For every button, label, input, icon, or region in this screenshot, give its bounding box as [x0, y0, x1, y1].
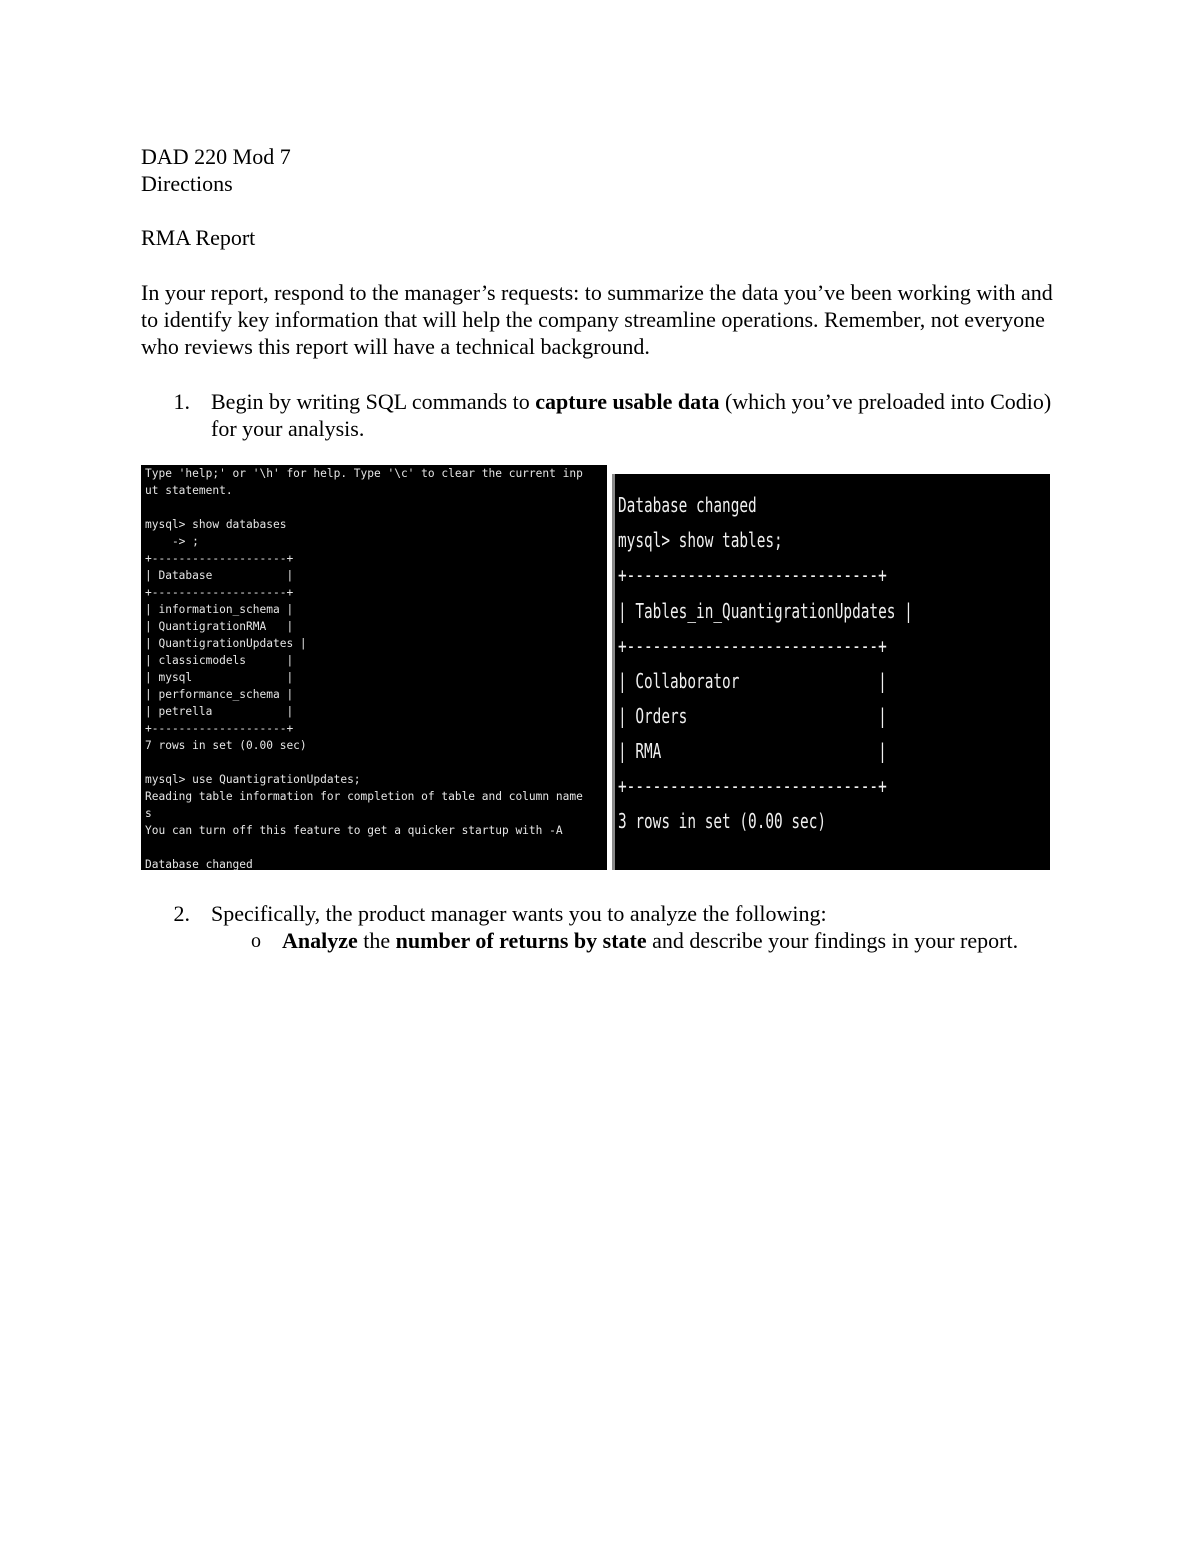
terminal-right-line: Database changed: [618, 493, 757, 517]
terminal-left-line: 7 rows in set (0.00 sec): [145, 739, 307, 752]
terminal-left-line: | Database |: [145, 569, 294, 582]
terminal-left-line: Type 'help;' or '\h' for help. Type '\c' to clear the current inp: [145, 467, 583, 480]
document-title: DAD 220 Mod 7: [141, 144, 291, 169]
list-item-2-text: Specifically, the product manager wants you to analyze the following:: [211, 901, 827, 926]
list-item-1: [211, 388, 1061, 442]
terminal-left-line: +--------------------+: [145, 586, 294, 599]
sub-item-bold-2: number of returns by state: [395, 928, 647, 953]
terminal-right-line: 3 rows in set (0.00 sec): [618, 809, 827, 833]
terminal-left-line: | classicmodels |: [145, 654, 294, 667]
terminal-right-line: | Collaborator |: [618, 669, 887, 693]
terminal-left-line: mysql> use QuantigrationUpdates;: [145, 773, 361, 786]
terminal-left-line: [145, 839, 607, 856]
sub-bullet-symbol: o: [251, 930, 261, 952]
list-item-1-text-before: Begin by writing SQL commands to: [211, 389, 536, 414]
intro-paragraph: In your report, respond to the manager’s requests: to summarize the data you’ve been working with and to identify key information that will help the company streamline operations. Remember, not everyone who reviews this report will have a technical background.: [141, 280, 1053, 359]
list-item-2-number: 2.: [173, 901, 190, 926]
terminal-right-line: | RMA |: [618, 739, 887, 763]
terminal-left-line: +--------------------+: [145, 722, 294, 735]
terminal-left-line: s: [145, 807, 152, 820]
list-item-1-number: 1.: [173, 389, 190, 414]
terminal-right-line: mysql> show tables;: [618, 528, 783, 552]
terminal-screenshot-databases: [141, 465, 607, 870]
screenshot-divider: [612, 474, 615, 870]
terminal-left-line: | petrella |: [145, 705, 294, 718]
terminal-left-line: +--------------------+: [145, 552, 294, 565]
terminal-right-line: | Orders |: [618, 704, 887, 728]
terminal-left-line: mysql> show databases: [145, 518, 287, 531]
list-item-1-bold: capture usable data: [535, 389, 720, 414]
terminal-left-line: -> ;: [145, 535, 199, 548]
sub-list-item: [282, 927, 1042, 954]
terminal-left-line: ut statement.: [145, 484, 233, 497]
section-heading: RMA Report: [141, 225, 256, 250]
sub-item-mid: the: [357, 928, 396, 953]
terminal-left-line: Database changed: [145, 858, 253, 870]
terminal-screenshot-tables: [612, 474, 1050, 870]
terminal-right-line: +-----------------------------+: [618, 563, 887, 587]
terminal-left-line: | QuantigrationUpdates |: [145, 637, 307, 650]
terminal-right-line: +-----------------------------+: [618, 774, 887, 798]
terminal-left-line: [145, 499, 607, 516]
terminal-left-line: | performance_schema |: [145, 688, 294, 701]
terminal-right-line: | Tables_in_QuantigrationUpdates |: [618, 599, 913, 623]
terminal-left-line: | QuantigrationRMA |: [145, 620, 294, 633]
terminal-left-line: | information_schema |: [145, 603, 294, 616]
sub-item-after: and describe your findings in your report.: [646, 928, 1019, 953]
terminal-right-line: +-----------------------------+: [618, 634, 887, 658]
list-item-1-text-after: (which you’ve preloaded into Codio) for your analysis.: [211, 389, 1052, 441]
terminal-left-line: You can turn off this feature to get a quicker startup with -A: [145, 824, 563, 837]
document-subtitle: Directions: [141, 171, 233, 196]
terminal-left-line: [145, 754, 607, 771]
terminal-left-line: | mysql |: [145, 671, 294, 684]
terminal-left-line: Reading table information for completion of table and column name: [145, 790, 583, 803]
sub-item-bold-1: Analyze: [282, 928, 358, 953]
